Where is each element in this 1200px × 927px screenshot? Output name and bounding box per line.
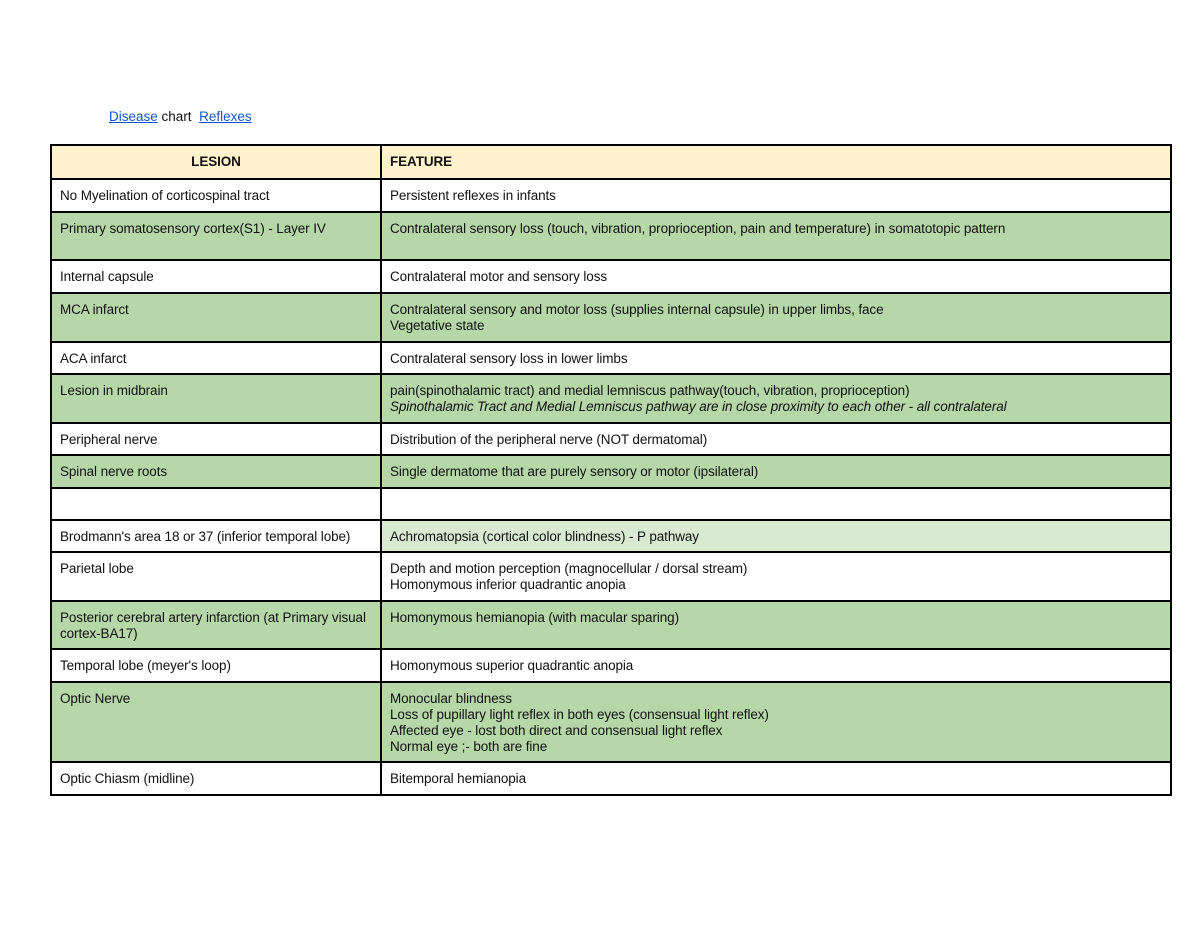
feature-cell [381,455,1171,488]
lesion-cell: Peripheral nerve [51,423,381,455]
feature-cell [381,552,1171,601]
table-row [51,601,1171,649]
table-row [51,179,1171,212]
feature-line: Achromatopsia (cortical color blindness) - P pathway [390,529,699,544]
table-row [51,762,1171,795]
feature-line: Homonymous inferior quadrantic anopia [390,577,626,592]
table-row [51,552,1171,601]
feature-cell [381,342,1171,374]
feature-line: Depth and motion perception (magnocellular / dorsal stream) [390,561,748,576]
table-row [51,293,1171,342]
lesion-cell: Primary somatosensory cortex(S1) - Layer IV [51,212,381,260]
column-header-lesion: LESION [51,145,381,179]
table-row [51,374,1171,423]
table-row-empty [51,488,1171,520]
feature-line: Homonymous superior quadrantic anopia [390,658,634,673]
lesion-cell: Optic Chiasm (midline) [51,762,381,795]
feature-line: Contralateral sensory loss in lower limbs [390,351,628,366]
lesion-cell: Internal capsule [51,260,381,293]
feature-line: Vegetative state [390,318,485,333]
feature-line: Loss of pupillary light reflex in both eyes (consensual light reflex) [390,707,769,722]
feature-cell [381,260,1171,293]
feature-line: Homonymous hemianopia (with macular sparing) [390,610,679,625]
feature-line: Distribution of the peripheral nerve (NOT dermatomal) [390,432,708,447]
lesion-cell: Spinal nerve roots [51,455,381,488]
top-links [109,108,252,126]
disease-link[interactable]: Disease [109,109,158,124]
table-row [51,212,1171,260]
lesion-cell [51,488,381,520]
feature-line: pain(spinothalamic tract) and medial lemniscus pathway(touch, vibration, proprioception) [390,383,910,398]
feature-cell [381,179,1171,212]
feature-cell [381,374,1171,423]
table-row [51,649,1171,682]
lesion-cell: Temporal lobe (meyer's loop) [51,649,381,682]
feature-cell [381,682,1171,762]
feature-line-note: Spinothalamic Tract and Medial Lemniscus pathway are in close proximity to each other - all contralateral [390,399,1007,414]
lesion-cell: No Myelination of corticospinal tract [51,179,381,212]
table-row [51,423,1171,455]
feature-cell [381,520,1171,552]
feature-cell [381,601,1171,649]
feature-cell [381,649,1171,682]
feature-line: Contralateral motor and sensory loss [390,269,608,284]
header-row [51,145,1171,179]
feature-line: Contralateral sensory loss (touch, vibration, proprioception, pain and temperature) in somatotopic pattern [390,221,1006,236]
feature-cell [381,488,1171,520]
lesion-cell: ACA infarct [51,342,381,374]
lesion-cell: Optic Nerve [51,682,381,762]
feature-cell [381,423,1171,455]
chart-text: chart [161,109,192,124]
table-row [51,455,1171,488]
feature-cell [381,293,1171,342]
feature-line: Single dermatome that are purely sensory or motor (ipsilateral) [390,464,759,479]
feature-cell [381,762,1171,795]
lesion-cell: MCA infarct [51,293,381,342]
feature-line: Contralateral sensory and motor loss (supplies internal capsule) in upper limbs, face [390,302,884,317]
lesion-cell: Parietal lobe [51,552,381,601]
feature-line: Affected eye - lost both direct and consensual light reflex [390,723,723,738]
feature-line: Normal eye ;- both are fine [390,739,548,754]
reflexes-link[interactable]: Reflexes [199,109,252,124]
table-row [51,682,1171,762]
table-row [51,342,1171,374]
lesion-cell: Brodmann's area 18 or 37 (inferior temporal lobe) [51,520,381,552]
lesion-cell: Posterior cerebral artery infarction (at Primary visual cortex-BA17) [51,601,381,649]
column-header-feature: FEATURE [381,145,1171,179]
feature-line: Monocular blindness [390,691,512,706]
feature-line: Persistent reflexes in infants [390,188,556,203]
feature-cell [381,212,1171,260]
table-row [51,260,1171,293]
lesion-cell: Lesion in midbrain [51,374,381,423]
feature-line: Bitemporal hemianopia [390,771,526,786]
lesion-feature-table [50,144,1172,796]
table-row [51,520,1171,552]
